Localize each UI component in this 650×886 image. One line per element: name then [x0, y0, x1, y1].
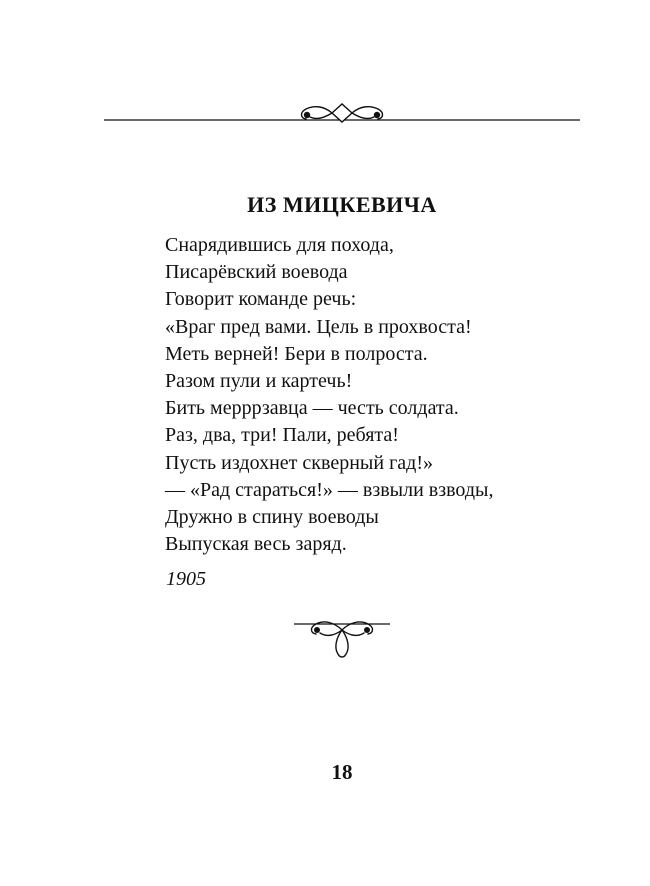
- poem-line: Разом пули и картечь!: [165, 370, 353, 393]
- poem-line: Дружно в спину воеводы: [165, 506, 379, 529]
- poem-line: Пусть издохнет скверный гад!»: [165, 451, 433, 474]
- poem-line: Снарядившись для похода,: [165, 234, 394, 256]
- bottom-flourish-vignette: [290, 612, 394, 662]
- poem-line: Бить мерррзавца — честь солдата.: [165, 397, 459, 420]
- poem-body: [165, 232, 493, 558]
- poem-line: Выпуская весь заряд.: [165, 533, 347, 556]
- poem-line: — «Рад стараться!» — взвыли взводы,: [165, 478, 494, 501]
- poem-title: ИЗ МИЦКЕВИЧА: [247, 192, 437, 217]
- poem-line: Писарёвский воевода: [165, 261, 348, 284]
- page-number: 18: [331, 760, 353, 784]
- poem-date: 1905: [166, 568, 206, 590]
- poem-line: «Враг пред вами. Цель в прохвоста!: [165, 315, 472, 338]
- poem-line: Меть верней! Бери в полроста.: [165, 342, 428, 365]
- top-flourish-divider: [104, 100, 580, 128]
- poem-line: Говорит команде речь:: [165, 288, 357, 311]
- poem-line: Раз, два, три! Пали, ребята!: [165, 424, 399, 447]
